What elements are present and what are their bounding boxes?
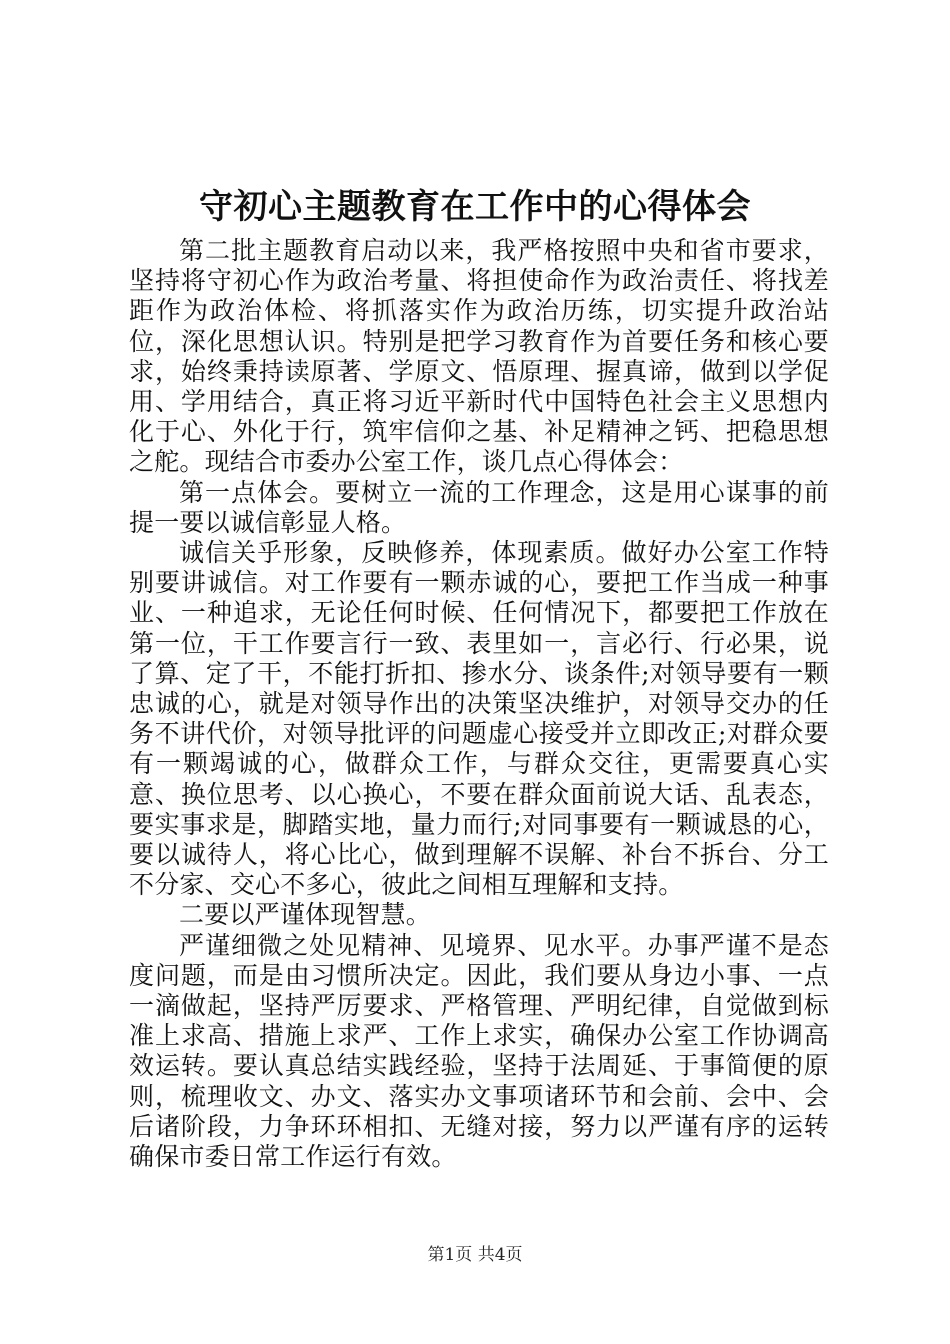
document-title: 守初心主题教育在工作中的心得体会: [199, 187, 751, 227]
paragraph-rigor: 严谨细微之处见精神、见境界、见水平。办事严谨不是态度问题，而是由习惯所决定。因此，我们要从身边小事、一点一滴做起，坚持严厉要求、严格管理、严明纪律，自觉做到标准上求高、措施上求严、工作上求实，确保办公室工作协调高效运转。要认真总结实践经验，坚持于法周延、于事简便的原则，梳理收文、办文、落实办文事项诸环节和会前、会中、会后诸阶段，力争环环相扣、无缝对接，努力以严谨有序的运转确保市委日常工作运行有效。: [129, 930, 829, 1172]
paragraph-point-two: 二要以严谨体现智慧。: [179, 900, 432, 930]
page-number-footer: 第1页 共4页: [427, 1245, 523, 1265]
paragraph-intro: 第二批主题教育启动以来，我严格按照中央和省市要求，坚持将守初心作为政治考量、将担使命作为政治责任、将找差距作为政治体检、将抓落实作为政治历练，切实提升政治站位，深化思想认识。特别是把学习教育作为首要任务和核心要求，始终秉持读原著、学原文、悟原理、握真谛，做到以学促用、学用结合，真正将习近平新时代中国特色社会主义思想内化于心、外化于行，筑牢信仰之基、补足精神之钙、把稳思想之舵。现结合市委办公室工作，谈几点心得体会：: [129, 236, 829, 477]
paragraph-integrity: 诚信关乎形象，反映修养，体现素质。做好办公室工作特别要讲诚信。对工作要有一颗赤诚的心，要把工作当成一种事业、一种追求，无论任何时候、任何情况下，都要把工作放在第一位，干工作要言行一致、表里如一，言必行、行必果，说了算、定了干，不能打折扣、掺水分、谈条件;对领导要有一颗忠诚的心，就是对领导作出的决策坚决维护，对领导交办的任务不讲代价，对领导批评的问题虚心接受并立即改正;对群众要有一颗竭诚的心，做群众工作，与群众交往，更需要真心实意、换位思考、以心换心，不要在群众面前说大话、乱表态，要实事求是，脚踏实地，量力而行;对同事要有一颗诚恳的心，要以诚待人，将心比心，做到理解不误解、补台不拆台、分工不分家、交心不多心，彼此之间相互理解和支持。: [129, 538, 829, 900]
paragraph-point-one: 第一点体会。要树立一流的工作理念，这是用心谋事的前提一要以诚信彰显人格。: [129, 477, 829, 537]
document-body: [129, 236, 829, 1172]
